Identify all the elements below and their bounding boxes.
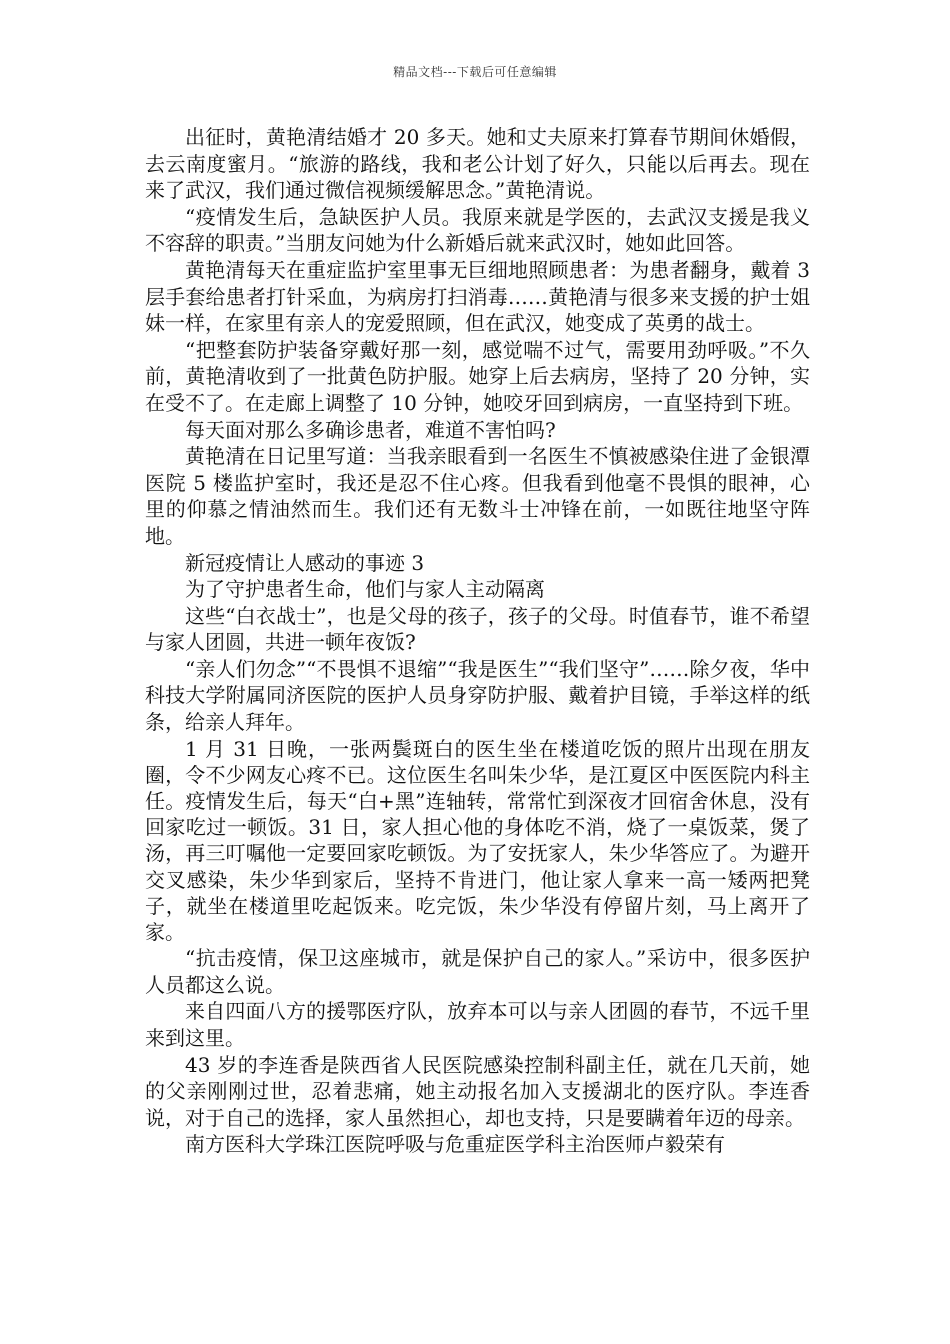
paragraph-2: “疫情发生后，急缺医护人员。我原来就是学医的，去武汉支援是我义不容辞的职责。”当朋友问她为什么新婚后就来武汉时，她如此回答。 [145,204,810,256]
section-heading: 新冠疫情让人感动的事迹 3 [185,550,425,575]
section-subheading: 为了守护患者生命，他们与家人主动隔离 [185,577,545,602]
paragraph-3: 黄艳清每天在重症监护室里事无巨细地照顾患者：为患者翻身，戴着 3 层手套给患者打针采血，为病房打扫消毒……黄艳清与很多来支援的护士姐妹一样，在家里有亲人的宠爱照顾，但在武汉，她变成了英勇的战士。 [145,257,810,336]
paragraph-8: “亲人们勿念”“不畏惧不退缩”“我是医生”“我们坚守”……除夕夜，华中科技大学附属同济医院的医护人员身穿防护服、戴着护目镜，手举这样的纸条，给亲人拜年。 [145,656,810,735]
paragraph-11: 来自四面八方的援鄂医疗队，放弃本可以与亲人团圆的春节，不远千里来到这里。 [145,999,810,1051]
paragraph-1: 出征时，黄艳清结婚才 20 多天。她和丈夫原来打算春节期间休婚假，去云南度蜜月。“旅游的路线，我和老公计划了好久，只能以后再去。现在来了武汉，我们通过微信视频缓解思念。”黄艳清说。 [145,125,810,203]
page-header: 精品文档---下载后可任意编辑 [393,65,557,79]
paragraph-5: 每天面对那么多确诊患者，难道不害怕吗? [185,417,556,442]
paragraph-4: “把整套防护装备穿戴好那一刻，感觉喘不过气，需要用劲呼吸。”不久前，黄艳清收到了一批黄色防护服。她穿上后去病房，坚持了 20 分钟，实在受不了。在走廊上调整了 10 分钟，她咬牙回到病房，一直坚持到下班。 [145,337,810,415]
paragraph-6: 黄艳清在日记里写道：当我亲眼看到一名医生不慎被感染住进了金银潭医院 5 楼监护室时，我还是忍不住心疼。但我看到他毫不畏惧的眼神，心里的仰慕之情油然而生。我们还有无数斗士冲锋在前，一如既往地坚守阵地。 [145,444,810,548]
paragraph-13: 南方医科大学珠江医院呼吸与危重症医学科主治医师卢毅荣有 [185,1132,725,1157]
paragraph-12: 43 岁的李连香是陕西省人民医院感染控制科副主任，就在几天前，她的父亲刚刚过世，忍着悲痛，她主动报名加入支援湖北的医疗队。李连香说，对于自己的选择，家人虽然担心，却也支持，只是要瞒着年迈的母亲。 [145,1052,810,1130]
paragraph-9: 1 月 31 日晚，一张两鬓斑白的医生坐在楼道吃饭的照片出现在朋友圈，令不少网友心疼不已。这位医生名叫朱少华，是江夏区中医医院内科主任。疫情发生后，每天“白+黑”连轴转，常常忙到深夜才回宿舍休息，没有回家吃过一顿饭。31 日，家人担心他的身体吃不消，烧了一桌饭菜，煲了汤，再三叮嘱他一定要回家吃顿饭。为了安抚家人，朱少华答应了。为避开交叉感染，朱少华到家后，坚持不肯进门，他让家人拿来一高一矮两把凳子，就坐在楼道里吃起饭来。吃完饭，朱少华没有停留片刻，马上离开了家。 [145,736,810,945]
paragraph-7: 这些“白衣战士”，也是父母的孩子，孩子的父母。时值春节，谁不希望与家人团圆，共进一顿年夜饭? [145,603,810,655]
paragraph-10: “抗击疫情，保卫这座城市，就是保护自己的家人。”采访中，很多医护人员都这么说。 [145,946,810,997]
document-body [145,124,810,1158]
